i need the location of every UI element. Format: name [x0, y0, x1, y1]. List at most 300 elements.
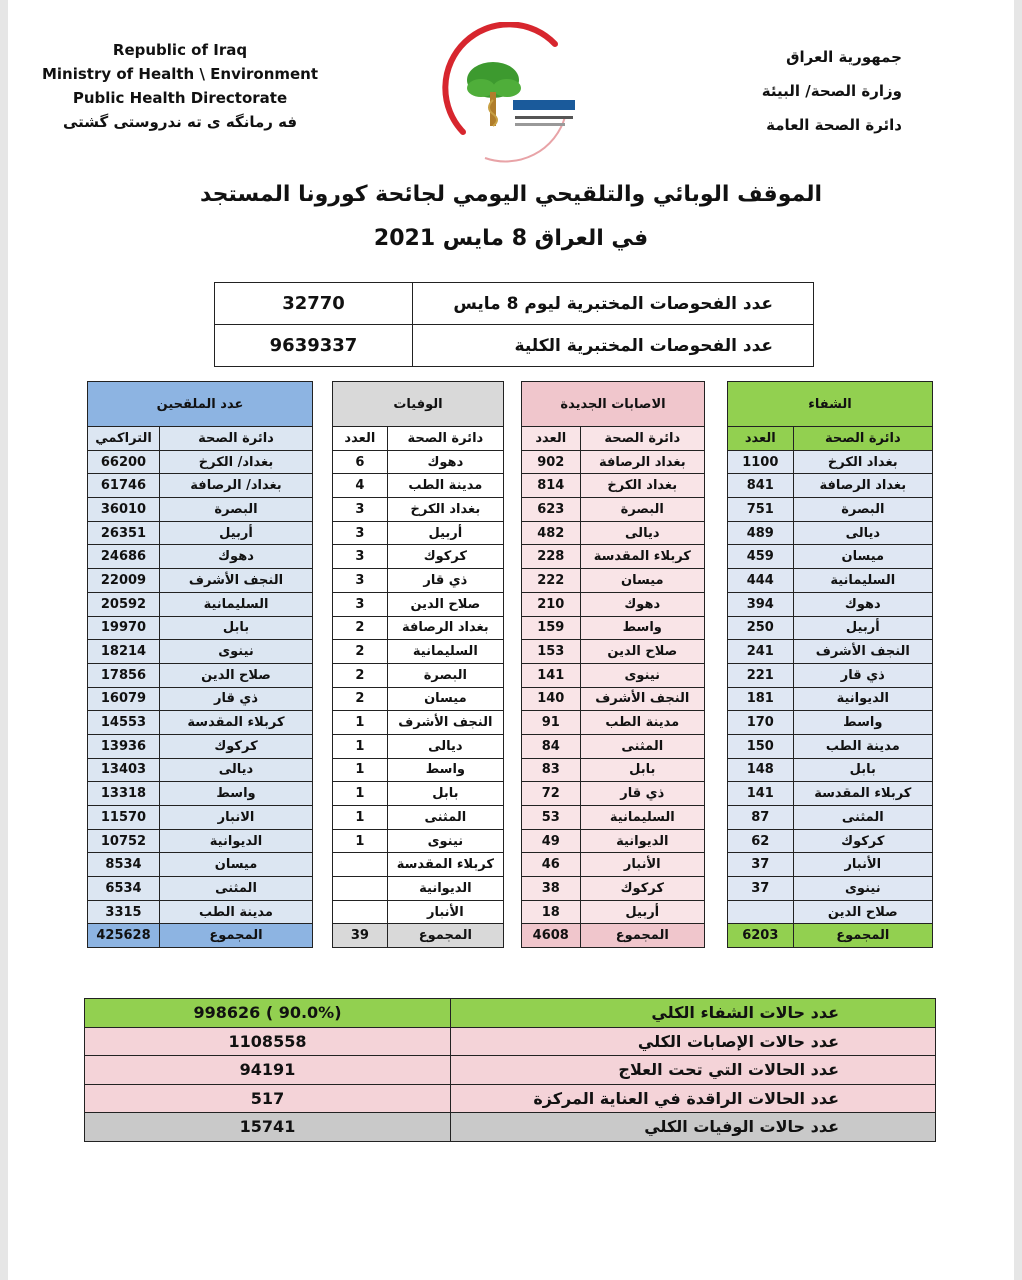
vaccinated-dept-cell: مدينة الطب	[160, 900, 313, 924]
cases-dept-cell: ذي قار	[580, 782, 704, 806]
vaccinated-dept-cell: المثنى	[160, 877, 313, 901]
table-row	[522, 592, 705, 616]
table-row	[333, 687, 504, 711]
vaccinated-table	[87, 381, 313, 948]
recovery-count-cell: 394	[728, 592, 794, 616]
cases-count-cell: 91	[522, 711, 581, 735]
deaths-header-row	[333, 382, 504, 427]
vaccinated-dept-cell: نينوى	[160, 640, 313, 664]
recovery-table	[727, 381, 933, 948]
table-row	[522, 711, 705, 735]
summary-label: عدد حالات الإصابات الكلي	[451, 1027, 936, 1056]
table-row	[522, 640, 705, 664]
recovery-col-dept: دائرة الصحة	[793, 427, 932, 451]
cases-count-cell: 83	[522, 758, 581, 782]
vaccinated-count-cell: 20592	[88, 592, 160, 616]
table-row	[728, 829, 933, 853]
deaths-dept-cell: صلاح الدين	[387, 592, 503, 616]
deaths-count-cell: 1	[333, 734, 388, 758]
cases-dept-cell: بغداد الكرخ	[580, 474, 704, 498]
recovery-dept-cell: واسط	[793, 711, 932, 735]
summary-row	[85, 1084, 936, 1113]
recovery-dept-cell: كركوك	[793, 829, 932, 853]
table-row	[88, 640, 313, 664]
table-row	[333, 545, 504, 569]
vaccinated-dept-cell: الانبار	[160, 806, 313, 830]
table-row	[728, 498, 933, 522]
table-row	[522, 498, 705, 522]
recovery-count-cell: 150	[728, 734, 794, 758]
header-ku-line: فه رمانگه ی ته ندروستی گشتی	[62, 113, 298, 131]
vaccinated-dept-cell: كركوك	[160, 734, 313, 758]
deaths-count-cell: 2	[333, 687, 388, 711]
recovery-dept-cell: أربيل	[793, 616, 932, 640]
tests-total-value: 9639337	[215, 325, 413, 367]
vaccinated-count-cell: 17856	[88, 663, 160, 687]
cases-count-cell: 222	[522, 569, 581, 593]
vaccinated-total-value: 425628	[88, 924, 160, 948]
table-row	[522, 853, 705, 877]
deaths-dept-cell: بغداد الكرخ	[387, 498, 503, 522]
table-row	[88, 498, 313, 522]
table-row	[333, 474, 504, 498]
cases-dept-cell: واسط	[580, 616, 704, 640]
cases-dept-cell: السليمانية	[580, 806, 704, 830]
summary-value: 1108558	[85, 1027, 451, 1056]
deaths-dept-cell: الأنبار	[387, 900, 503, 924]
header-en-line1: Republic of Iraq	[112, 41, 248, 59]
recovery-total-label: المجموع	[793, 924, 932, 948]
cases-dept-cell: البصرة	[580, 498, 704, 522]
table-row	[88, 806, 313, 830]
table-row	[728, 734, 933, 758]
deaths-count-cell: 6	[333, 450, 388, 474]
deaths-count-cell: 2	[333, 616, 388, 640]
vaccinated-count-cell: 16079	[88, 687, 160, 711]
deaths-count-cell: 1	[333, 806, 388, 830]
table-row	[522, 877, 705, 901]
table-row	[728, 521, 933, 545]
english-header	[35, 38, 325, 134]
cases-count-cell: 53	[522, 806, 581, 830]
deaths-count-cell: 2	[333, 663, 388, 687]
cases-total-row	[522, 924, 705, 948]
deaths-count-cell: 3	[333, 592, 388, 616]
table-row	[333, 498, 504, 522]
vaccinated-dept-cell: واسط	[160, 782, 313, 806]
recovery-dept-cell: كربلاء المقدسة	[793, 782, 932, 806]
deaths-count-cell: 1	[333, 782, 388, 806]
new-cases-table	[521, 381, 705, 948]
recovery-dept-cell: دهوك	[793, 592, 932, 616]
recovery-dept-cell: نينوى	[793, 877, 932, 901]
summary-row	[85, 1027, 936, 1056]
tests-total-label: عدد الفحوصات المختبرية الكلية	[413, 325, 814, 367]
vaccinated-count-cell: 11570	[88, 806, 160, 830]
table-row	[728, 877, 933, 901]
vaccinated-dept-cell: البصرة	[160, 498, 313, 522]
cases-count-cell: 210	[522, 592, 581, 616]
recovery-count-cell: 444	[728, 569, 794, 593]
summary-label: عدد الحالات التي تحت العلاج	[451, 1056, 936, 1085]
vaccinated-total-row	[88, 924, 313, 948]
deaths-count-cell: 3	[333, 545, 388, 569]
recovery-header-row	[728, 382, 933, 427]
table-row	[88, 474, 313, 498]
cases-count-cell: 46	[522, 853, 581, 877]
deaths-dept-cell: الديوانية	[387, 877, 503, 901]
table-row	[522, 663, 705, 687]
recovery-count-cell: 250	[728, 616, 794, 640]
cases-count-cell: 72	[522, 782, 581, 806]
recovery-count-cell: 841	[728, 474, 794, 498]
table-row	[333, 900, 504, 924]
recovery-count-cell	[728, 900, 794, 924]
cases-dept-cell: الأنبار	[580, 853, 704, 877]
table-row	[728, 853, 933, 877]
cases-count-cell: 84	[522, 734, 581, 758]
tests-table	[214, 282, 814, 367]
vaccinated-count-cell: 22009	[88, 569, 160, 593]
deaths-table	[332, 381, 504, 948]
table-row	[88, 663, 313, 687]
deaths-dept-cell: السليمانية	[387, 640, 503, 664]
recovery-dept-cell: بغداد الكرخ	[793, 450, 932, 474]
summary-row	[85, 999, 936, 1028]
deaths-dept-cell: ديالى	[387, 734, 503, 758]
deaths-total-label: المجموع	[387, 924, 503, 948]
table-row	[728, 592, 933, 616]
recovery-dept-cell: مدينة الطب	[793, 734, 932, 758]
cases-dept-cell: ميسان	[580, 569, 704, 593]
table-row	[88, 734, 313, 758]
cases-count-cell: 814	[522, 474, 581, 498]
deaths-count-cell: 1	[333, 711, 388, 735]
table-row	[522, 900, 705, 924]
table-row	[333, 450, 504, 474]
recovery-title: الشفاء	[728, 382, 933, 427]
cases-title: الاصابات الجديدة	[522, 382, 705, 427]
vaccinated-count-cell: 3315	[88, 900, 160, 924]
cases-count-cell: 902	[522, 450, 581, 474]
deaths-total-row	[333, 924, 504, 948]
summary-label: عدد الحالات الراقدة في العناية المركزة	[451, 1084, 936, 1113]
cases-dept-cell: بغداد الرصافة	[580, 450, 704, 474]
table-row	[333, 663, 504, 687]
vaccinated-count-cell: 8534	[88, 853, 160, 877]
table-row	[333, 734, 504, 758]
tests-row	[215, 325, 814, 367]
recovery-column-headers	[728, 427, 933, 451]
vaccinated-dept-cell: النجف الأشرف	[160, 569, 313, 593]
table-row	[522, 782, 705, 806]
cases-header-row	[522, 382, 705, 427]
vaccinated-dept-cell: بابل	[160, 616, 313, 640]
deaths-count-cell: 3	[333, 569, 388, 593]
table-row	[728, 616, 933, 640]
cases-dept-cell: المثنى	[580, 734, 704, 758]
deaths-total-value: 39	[333, 924, 388, 948]
summary-value: 15741	[85, 1113, 451, 1142]
table-row	[333, 640, 504, 664]
table-row	[522, 450, 705, 474]
vaccinated-dept-cell: ديالى	[160, 758, 313, 782]
table-row	[728, 806, 933, 830]
vaccinated-dept-cell: بغداد/ الرصافة	[160, 474, 313, 498]
vaccinated-count-cell: 24686	[88, 545, 160, 569]
summary-value: 998626 ( 90.0%)	[85, 999, 451, 1028]
vaccinated-col-count: التراكمي	[88, 427, 160, 451]
table-row	[728, 782, 933, 806]
vaccinated-col-dept: دائرة الصحة	[160, 427, 313, 451]
recovery-dept-cell: ديالى	[793, 521, 932, 545]
table-row	[522, 569, 705, 593]
deaths-count-cell: 3	[333, 521, 388, 545]
cases-dept-cell: أربيل	[580, 900, 704, 924]
vaccinated-dept-cell: بغداد/ الكرخ	[160, 450, 313, 474]
recovery-dept-cell: صلاح الدين	[793, 900, 932, 924]
summary-row	[85, 1113, 936, 1142]
cases-dept-cell: النجف الأشرف	[580, 687, 704, 711]
deaths-dept-cell: دهوك	[387, 450, 503, 474]
vaccinated-count-cell: 13936	[88, 734, 160, 758]
vaccinated-header-row	[88, 382, 313, 427]
table-row	[728, 758, 933, 782]
table-row	[88, 853, 313, 877]
cases-dept-cell: ديالى	[580, 521, 704, 545]
table-row	[728, 640, 933, 664]
table-row	[728, 663, 933, 687]
header-en-line3: Public Health Directorate	[72, 89, 288, 107]
vaccinated-dept-cell: الديوانية	[160, 829, 313, 853]
recovery-dept-cell: الديوانية	[793, 687, 932, 711]
summary-value: 94191	[85, 1056, 451, 1085]
recovery-total-value: 6203	[728, 924, 794, 948]
cases-count-cell: 228	[522, 545, 581, 569]
cases-total-value: 4608	[522, 924, 581, 948]
recovery-count-cell: 241	[728, 640, 794, 664]
table-row	[333, 711, 504, 735]
cases-count-cell: 18	[522, 900, 581, 924]
deaths-dept-cell: ذي قار	[387, 569, 503, 593]
cases-dept-cell: كركوك	[580, 877, 704, 901]
deaths-title: الوفيات	[333, 382, 504, 427]
deaths-dept-cell: واسط	[387, 758, 503, 782]
table-row	[88, 829, 313, 853]
recovery-count-cell: 459	[728, 545, 794, 569]
cases-count-cell: 49	[522, 829, 581, 853]
header-en-line2: Ministry of Health \ Environment	[41, 65, 319, 83]
vaccinated-count-cell: 36010	[88, 498, 160, 522]
cases-dept-cell: نينوى	[580, 663, 704, 687]
vaccinated-count-cell: 18214	[88, 640, 160, 664]
vaccinated-dept-cell: دهوك	[160, 545, 313, 569]
table-row	[522, 474, 705, 498]
tests-daily-value: 32770	[215, 283, 413, 325]
table-row	[728, 450, 933, 474]
table-row	[333, 521, 504, 545]
vaccinated-count-cell: 10752	[88, 829, 160, 853]
recovery-total-row	[728, 924, 933, 948]
cases-total-label: المجموع	[580, 924, 704, 948]
vaccinated-count-cell: 13403	[88, 758, 160, 782]
deaths-dept-cell: كربلاء المقدسة	[387, 853, 503, 877]
recovery-count-cell: 1100	[728, 450, 794, 474]
table-row	[88, 758, 313, 782]
table-row	[728, 474, 933, 498]
table-row	[333, 877, 504, 901]
page-title: الموقف الوبائي والتلقيحي اليومي لجائحة كورونا المستجد	[199, 182, 823, 207]
deaths-count-cell: 2	[333, 640, 388, 664]
deaths-col-dept: دائرة الصحة	[387, 427, 503, 451]
vaccinated-dept-cell: السليمانية	[160, 592, 313, 616]
vaccinated-total-label: المجموع	[160, 924, 313, 948]
vaccinated-count-cell: 66200	[88, 450, 160, 474]
vaccinated-count-cell: 61746	[88, 474, 160, 498]
table-row	[333, 616, 504, 640]
cases-column-headers	[522, 427, 705, 451]
vaccinated-column-headers	[88, 427, 313, 451]
recovery-dept-cell: السليمانية	[793, 569, 932, 593]
table-row	[728, 687, 933, 711]
deaths-count-cell	[333, 877, 388, 901]
recovery-count-cell: 62	[728, 829, 794, 853]
table-row	[333, 569, 504, 593]
table-row	[333, 592, 504, 616]
vaccinated-dept-cell: ذي قار	[160, 687, 313, 711]
table-row	[522, 687, 705, 711]
table-row	[728, 711, 933, 735]
cases-count-cell: 38	[522, 877, 581, 901]
table-row	[522, 829, 705, 853]
recovery-count-cell: 141	[728, 782, 794, 806]
recovery-dept-cell: النجف الأشرف	[793, 640, 932, 664]
table-row	[522, 734, 705, 758]
table-row	[333, 758, 504, 782]
table-row	[88, 450, 313, 474]
table-row	[88, 900, 313, 924]
deaths-dept-cell: المثنى	[387, 806, 503, 830]
recovery-dept-cell: المثنى	[793, 806, 932, 830]
deaths-dept-cell: أربيل	[387, 521, 503, 545]
table-row	[88, 616, 313, 640]
cases-dept-cell: مدينة الطب	[580, 711, 704, 735]
cases-count-cell: 482	[522, 521, 581, 545]
table-row	[88, 687, 313, 711]
vaccinated-dept-cell: أربيل	[160, 521, 313, 545]
deaths-count-cell: 4	[333, 474, 388, 498]
recovery-count-cell: 751	[728, 498, 794, 522]
deaths-count-cell	[333, 900, 388, 924]
cases-col-count: العدد	[522, 427, 581, 451]
summary-label: عدد حالات الوفيات الكلي	[451, 1113, 936, 1142]
deaths-dept-cell: مدينة الطب	[387, 474, 503, 498]
vaccinated-count-cell: 19970	[88, 616, 160, 640]
cases-dept-cell: كربلاء المقدسة	[580, 545, 704, 569]
cases-dept-cell: الديوانية	[580, 829, 704, 853]
vaccinated-count-cell: 26351	[88, 521, 160, 545]
cases-dept-cell: بابل	[580, 758, 704, 782]
recovery-dept-cell: بابل	[793, 758, 932, 782]
summary-value: 517	[85, 1084, 451, 1113]
table-row	[333, 829, 504, 853]
vaccinated-dept-cell: كربلاء المقدسة	[160, 711, 313, 735]
table-row	[728, 900, 933, 924]
table-row	[728, 545, 933, 569]
cases-count-cell: 153	[522, 640, 581, 664]
cases-dept-cell: دهوك	[580, 592, 704, 616]
recovery-dept-cell: بغداد الرصافة	[793, 474, 932, 498]
deaths-dept-cell: كركوك	[387, 545, 503, 569]
totals-table	[84, 998, 936, 1142]
recovery-count-cell: 37	[728, 853, 794, 877]
table-row	[88, 545, 313, 569]
table-row	[88, 711, 313, 735]
deaths-col-count: العدد	[333, 427, 388, 451]
vaccinated-count-cell: 13318	[88, 782, 160, 806]
cases-count-cell: 159	[522, 616, 581, 640]
deaths-dept-cell: بابل	[387, 782, 503, 806]
table-row	[522, 806, 705, 830]
recovery-dept-cell: ميسان	[793, 545, 932, 569]
deaths-count-cell: 1	[333, 829, 388, 853]
vaccinated-count-cell: 14553	[88, 711, 160, 735]
table-row	[728, 569, 933, 593]
vaccinated-dept-cell: صلاح الدين	[160, 663, 313, 687]
recovery-dept-cell: البصرة	[793, 498, 932, 522]
header-ar-line2: وزارة الصحة/ البيئة	[761, 82, 902, 100]
recovery-count-cell: 489	[728, 521, 794, 545]
recovery-count-cell: 87	[728, 806, 794, 830]
recovery-dept-cell: ذي قار	[793, 663, 932, 687]
deaths-dept-cell: نينوى	[387, 829, 503, 853]
ministry-logo	[435, 22, 585, 172]
vaccinated-count-cell: 6534	[88, 877, 160, 901]
table-row	[333, 806, 504, 830]
recovery-count-cell: 37	[728, 877, 794, 901]
table-row	[333, 853, 504, 877]
table-row	[522, 758, 705, 782]
vaccinated-title: عدد الملقحين	[88, 382, 313, 427]
deaths-column-headers	[333, 427, 504, 451]
table-row	[88, 782, 313, 806]
deaths-count-cell: 1	[333, 758, 388, 782]
summary-row	[85, 1056, 936, 1085]
deaths-count-cell	[333, 853, 388, 877]
tests-daily-label: عدد الفحوصات المختبرية ليوم 8 مايس	[413, 283, 814, 325]
cases-count-cell: 140	[522, 687, 581, 711]
arabic-header	[762, 40, 902, 142]
cases-count-cell: 623	[522, 498, 581, 522]
table-row	[333, 782, 504, 806]
deaths-dept-cell: بغداد الرصافة	[387, 616, 503, 640]
deaths-count-cell: 3	[333, 498, 388, 522]
cases-dept-cell: صلاح الدين	[580, 640, 704, 664]
header-ar-line1: جمهورية العراق	[786, 48, 902, 66]
header-ar-line3: دائرة الصحة العامة	[766, 116, 902, 134]
recovery-count-cell: 181	[728, 687, 794, 711]
table-row	[88, 521, 313, 545]
table-row	[88, 569, 313, 593]
table-row	[522, 616, 705, 640]
deaths-dept-cell: النجف الأشرف	[387, 711, 503, 735]
recovery-col-count: العدد	[728, 427, 794, 451]
recovery-count-cell: 148	[728, 758, 794, 782]
deaths-dept-cell: ميسان	[387, 687, 503, 711]
cases-col-dept: دائرة الصحة	[580, 427, 704, 451]
table-row	[522, 521, 705, 545]
summary-label: عدد حالات الشفاء الكلي	[451, 999, 936, 1028]
